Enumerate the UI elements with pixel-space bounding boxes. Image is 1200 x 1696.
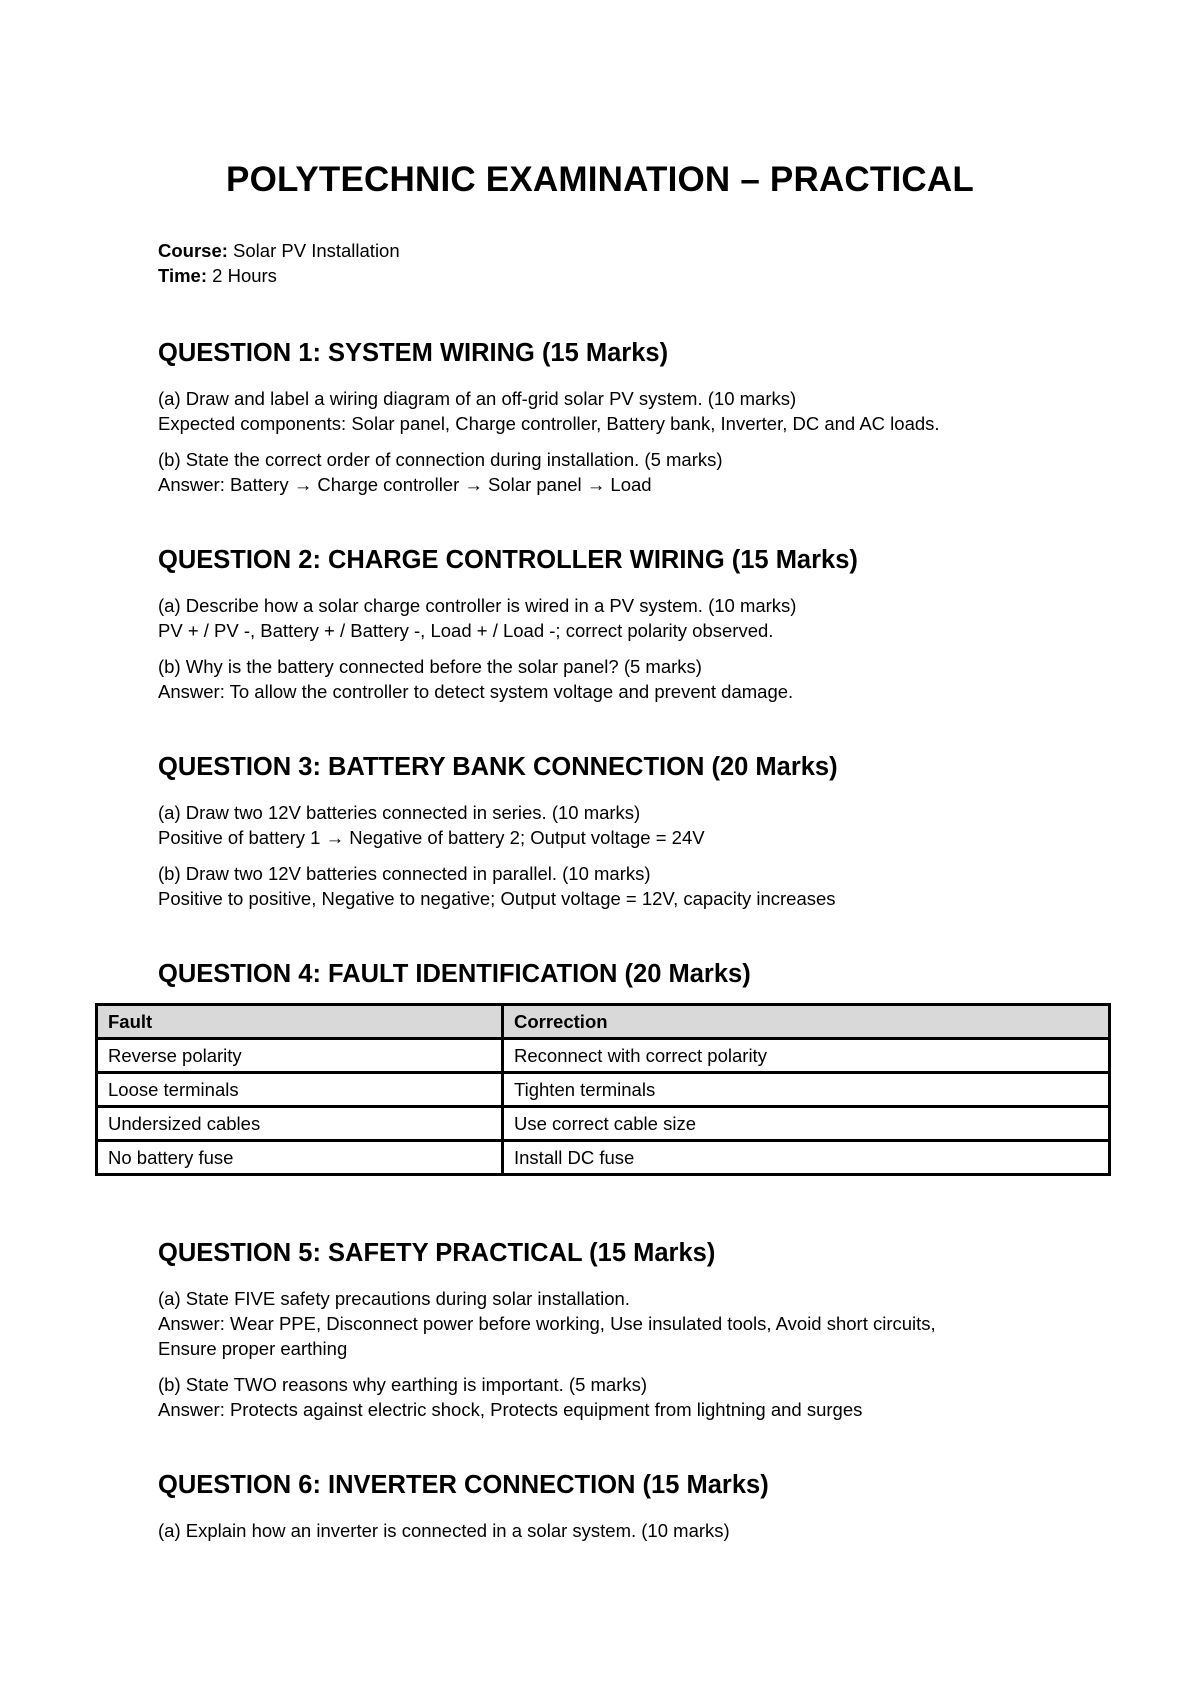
table-header-fault: Fault [97, 1005, 503, 1039]
table-row [97, 1107, 1110, 1141]
q2-a-question: (a) Describe how a solar charge controller is wired in a PV system. (10 marks) [158, 595, 797, 616]
q2-part-b [158, 654, 1058, 704]
q5-b-answer: Answer: Protects against electric shock, Protects equipment from lightning and surges [158, 1399, 863, 1420]
q5-b-question: (b) State TWO reasons why earthing is important. (5 marks) [158, 1374, 648, 1395]
correction-cell: Use correct cable size [503, 1107, 1110, 1141]
q5-body [158, 1286, 1058, 1422]
q1-b-answer: Answer: Battery → Charge controller → Solar panel → Load [158, 474, 652, 495]
correction-cell: Tighten terminals [503, 1073, 1110, 1107]
q1-heading: QUESTION 1: SYSTEM WIRING (15 Marks) [158, 339, 669, 367]
q5-a-answer-line1: Answer: Wear PPE, Disconnect power before working, Use insulated tools, Avoid short circuits, [158, 1313, 936, 1334]
q1-a-question: (a) Draw and label a wiring diagram of an off-grid solar PV system. (10 marks) [158, 388, 797, 409]
q4-heading: QUESTION 4: FAULT IDENTIFICATION (20 Marks) [158, 960, 751, 988]
q6-body [158, 1518, 1058, 1543]
q2-body [158, 593, 1058, 704]
q2-b-answer: Answer: To allow the controller to detect system voltage and prevent damage. [158, 681, 794, 702]
correction-cell: Install DC fuse [503, 1141, 1110, 1175]
fault-cell: Undersized cables [97, 1107, 503, 1141]
q2-heading: QUESTION 2: CHARGE CONTROLLER WIRING (15 Marks) [158, 546, 858, 574]
q3-part-a [158, 800, 1058, 850]
q2-a-answer: PV + / PV -, Battery + / Battery -, Load + / Load -; correct polarity observed. [158, 620, 774, 641]
fault-table [95, 1003, 1111, 1176]
q3-body [158, 800, 1058, 911]
q6-part-a [158, 1518, 1058, 1543]
table-row [97, 1073, 1110, 1107]
q1-part-a [158, 386, 1058, 436]
q3-b-question: (b) Draw two 12V batteries connected in parallel. (10 marks) [158, 863, 651, 884]
q3-a-answer: Positive of battery 1 → Negative of battery 2; Output voltage = 24V [158, 827, 705, 848]
q5-part-b [158, 1372, 1058, 1422]
q3-part-b [158, 861, 1058, 911]
q5-part-a [158, 1286, 1058, 1361]
q1-part-b [158, 447, 1058, 497]
q1-body [158, 386, 1058, 497]
table-header-row [97, 1005, 1110, 1039]
table-row [97, 1141, 1110, 1175]
q6-a-question: (a) Explain how an inverter is connected in a solar system. (10 marks) [158, 1520, 730, 1541]
fault-cell: No battery fuse [97, 1141, 503, 1175]
q3-b-answer: Positive to positive, Negative to negative; Output voltage = 12V, capacity increases [158, 888, 836, 909]
correction-cell: Reconnect with correct polarity [503, 1039, 1110, 1073]
course-label: Course: [158, 240, 228, 261]
q5-a-answer-line2: Ensure proper earthing [158, 1338, 348, 1359]
q3-heading: QUESTION 3: BATTERY BANK CONNECTION (20 Marks) [158, 753, 838, 781]
time-value: 2 Hours [212, 265, 277, 286]
course-line [158, 238, 400, 263]
time-label: Time: [158, 265, 208, 286]
table-header-correction: Correction [503, 1005, 1110, 1039]
q1-a-answer: Expected components: Solar panel, Charge controller, Battery bank, Inverter, DC and AC loads. [158, 413, 940, 434]
q2-part-a [158, 593, 1058, 643]
exam-meta [158, 238, 400, 288]
fault-cell: Loose terminals [97, 1073, 503, 1107]
q1-b-question: (b) State the correct order of connection during installation. (5 marks) [158, 449, 723, 470]
q6-heading: QUESTION 6: INVERTER CONNECTION (15 Marks) [158, 1471, 769, 1499]
q5-a-question: (a) State FIVE safety precautions during solar installation. [158, 1288, 630, 1309]
course-value: Solar PV Installation [233, 240, 400, 261]
q5-heading: QUESTION 5: SAFETY PRACTICAL (15 Marks) [158, 1239, 716, 1267]
fault-cell: Reverse polarity [97, 1039, 503, 1073]
q3-a-question: (a) Draw two 12V batteries connected in series. (10 marks) [158, 802, 641, 823]
q2-b-question: (b) Why is the battery connected before the solar panel? (5 marks) [158, 656, 702, 677]
time-line [158, 263, 400, 288]
table-row [97, 1039, 1110, 1073]
page-title: POLYTECHNIC EXAMINATION – PRACTICAL [226, 160, 974, 199]
